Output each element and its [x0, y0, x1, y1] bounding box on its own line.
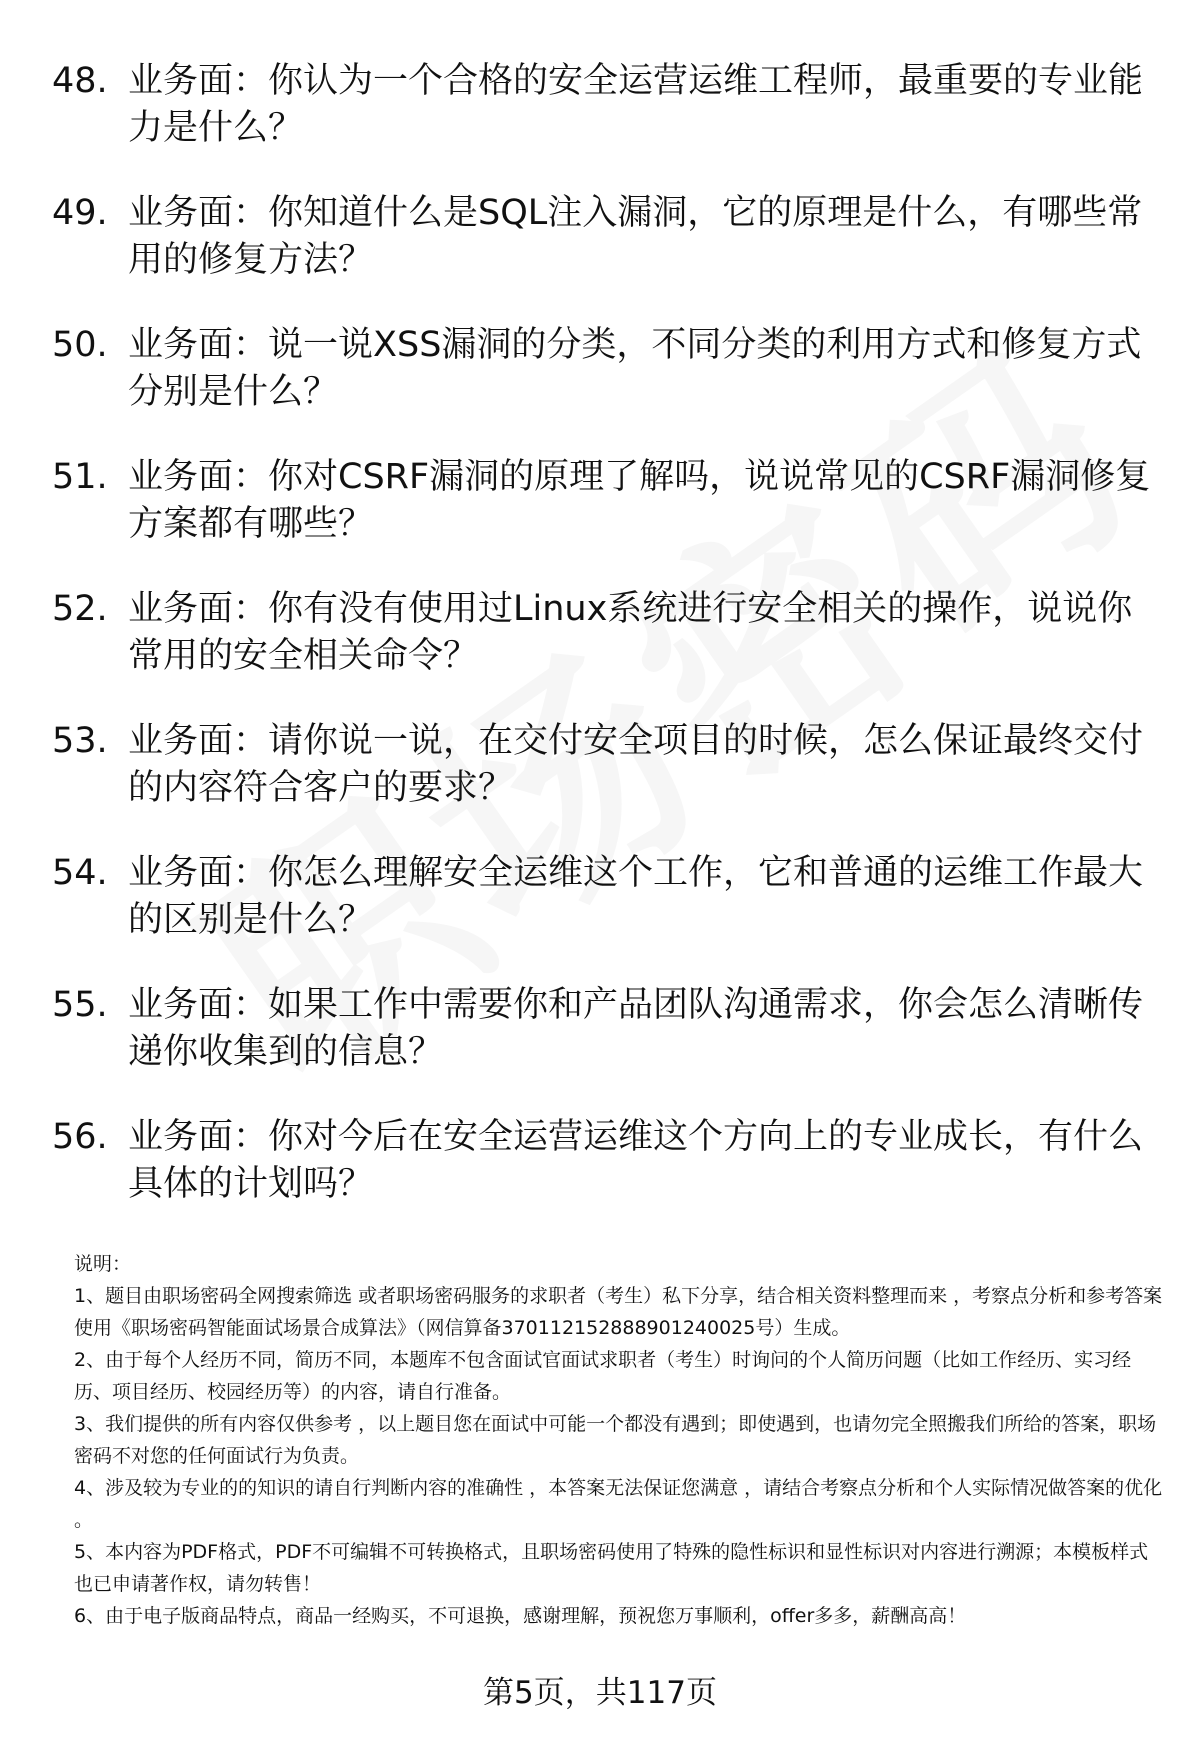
note-item: 2、由于每个人经历不同，简历不同，本题库不包含面试官面试求职者（考生）时询问的个人简历问题（比如工作经历、实习经历、项目经历、校园经历等）的内容，请自行准备。 — [74, 1349, 1132, 1403]
question-item — [52, 850, 1162, 944]
question-text: 业务面：说一说XSS漏洞的分类，不同分类的利用方式和修复方式分别是什么？ — [128, 325, 1142, 412]
question-text: 业务面：你知道什么是SQL注入漏洞，它的原理是什么，有哪些常用的修复方法？ — [128, 193, 1143, 280]
question-number: 53. — [52, 721, 108, 761]
question-item — [52, 1114, 1162, 1208]
note-item: 1、题目由职场密码全网搜索筛选 或者职场密码服务的求职者（考生）私下分享，结合相关资料整理而来 ，考察点分析和参考答案使用《职场密码智能面试场景合成算法》（网信算备370112152888901240025号）生成。 — [74, 1285, 1163, 1339]
question-number: 48. — [52, 61, 108, 101]
question-item — [52, 322, 1162, 416]
page-number: 第5页，共117页 — [483, 1675, 717, 1711]
question-text: 业务面：你对今后在安全运营运维这个方向上的专业成长，有什么具体的计划吗？ — [128, 1117, 1144, 1204]
notes-section — [74, 1248, 1164, 1632]
question-number: 50. — [52, 325, 108, 365]
note-item: 6、由于电子版商品特点，商品一经购买，不可退换，感谢理解，预祝您万事顺利，offer多多，薪酬高高！ — [74, 1605, 967, 1627]
question-item — [52, 58, 1162, 152]
question-number: 56. — [52, 1117, 108, 1157]
question-item — [52, 454, 1162, 548]
question-text: 业务面：你有没有使用过Linux系统进行安全相关的操作，说说你常用的安全相关命令？ — [128, 589, 1133, 676]
question-text: 业务面：你认为一个合格的安全运营运维工程师，最重要的专业能力是什么？ — [128, 61, 1144, 148]
question-number: 51. — [52, 457, 108, 497]
question-number: 54. — [52, 853, 108, 893]
question-list — [52, 58, 1162, 1246]
question-text: 业务面：如果工作中需要你和产品团队沟通需求，你会怎么清晰传递你收集到的信息？ — [128, 985, 1144, 1072]
question-item — [52, 718, 1162, 812]
question-item — [52, 982, 1162, 1076]
note-item: 5、本内容为PDF格式，PDF不可编辑不可转换格式，且职场密码使用了特殊的隐性标识和显性标识对内容进行溯源；本模板样式也已申请著作权，请勿转售！ — [74, 1541, 1149, 1595]
notes-title: 说明： — [74, 1253, 132, 1275]
question-item — [52, 586, 1162, 680]
question-number: 55. — [52, 985, 108, 1025]
note-item: 4、涉及较为专业的的知识的请自行判断内容的准确性 ，本答案无法保证您满意 ，请结合考察点分析和个人实际情况做答案的优化 。 — [74, 1477, 1163, 1531]
question-text: 业务面：你怎么理解安全运维这个工作，它和普通的运维工作最大的区别是什么？ — [128, 853, 1144, 940]
question-text: 业务面：请你说一说，在交付安全项目的时候，怎么保证最终交付的内容符合客户的要求？ — [128, 721, 1144, 808]
question-text: 业务面：你对CSRF漏洞的原理了解吗，说说常见的CSRF漏洞修复方案都有哪些？ — [128, 457, 1151, 544]
note-item: 3、我们提供的所有内容仅供参考 ，以上题目您在面试中可能一个都没有遇到；即使遇到，也请勿完全照搬我们所给的答案，职场密码不对您的任何面试行为负责。 — [74, 1413, 1157, 1467]
question-number: 49. — [52, 193, 108, 233]
question-number: 52. — [52, 589, 108, 629]
question-item — [52, 190, 1162, 284]
